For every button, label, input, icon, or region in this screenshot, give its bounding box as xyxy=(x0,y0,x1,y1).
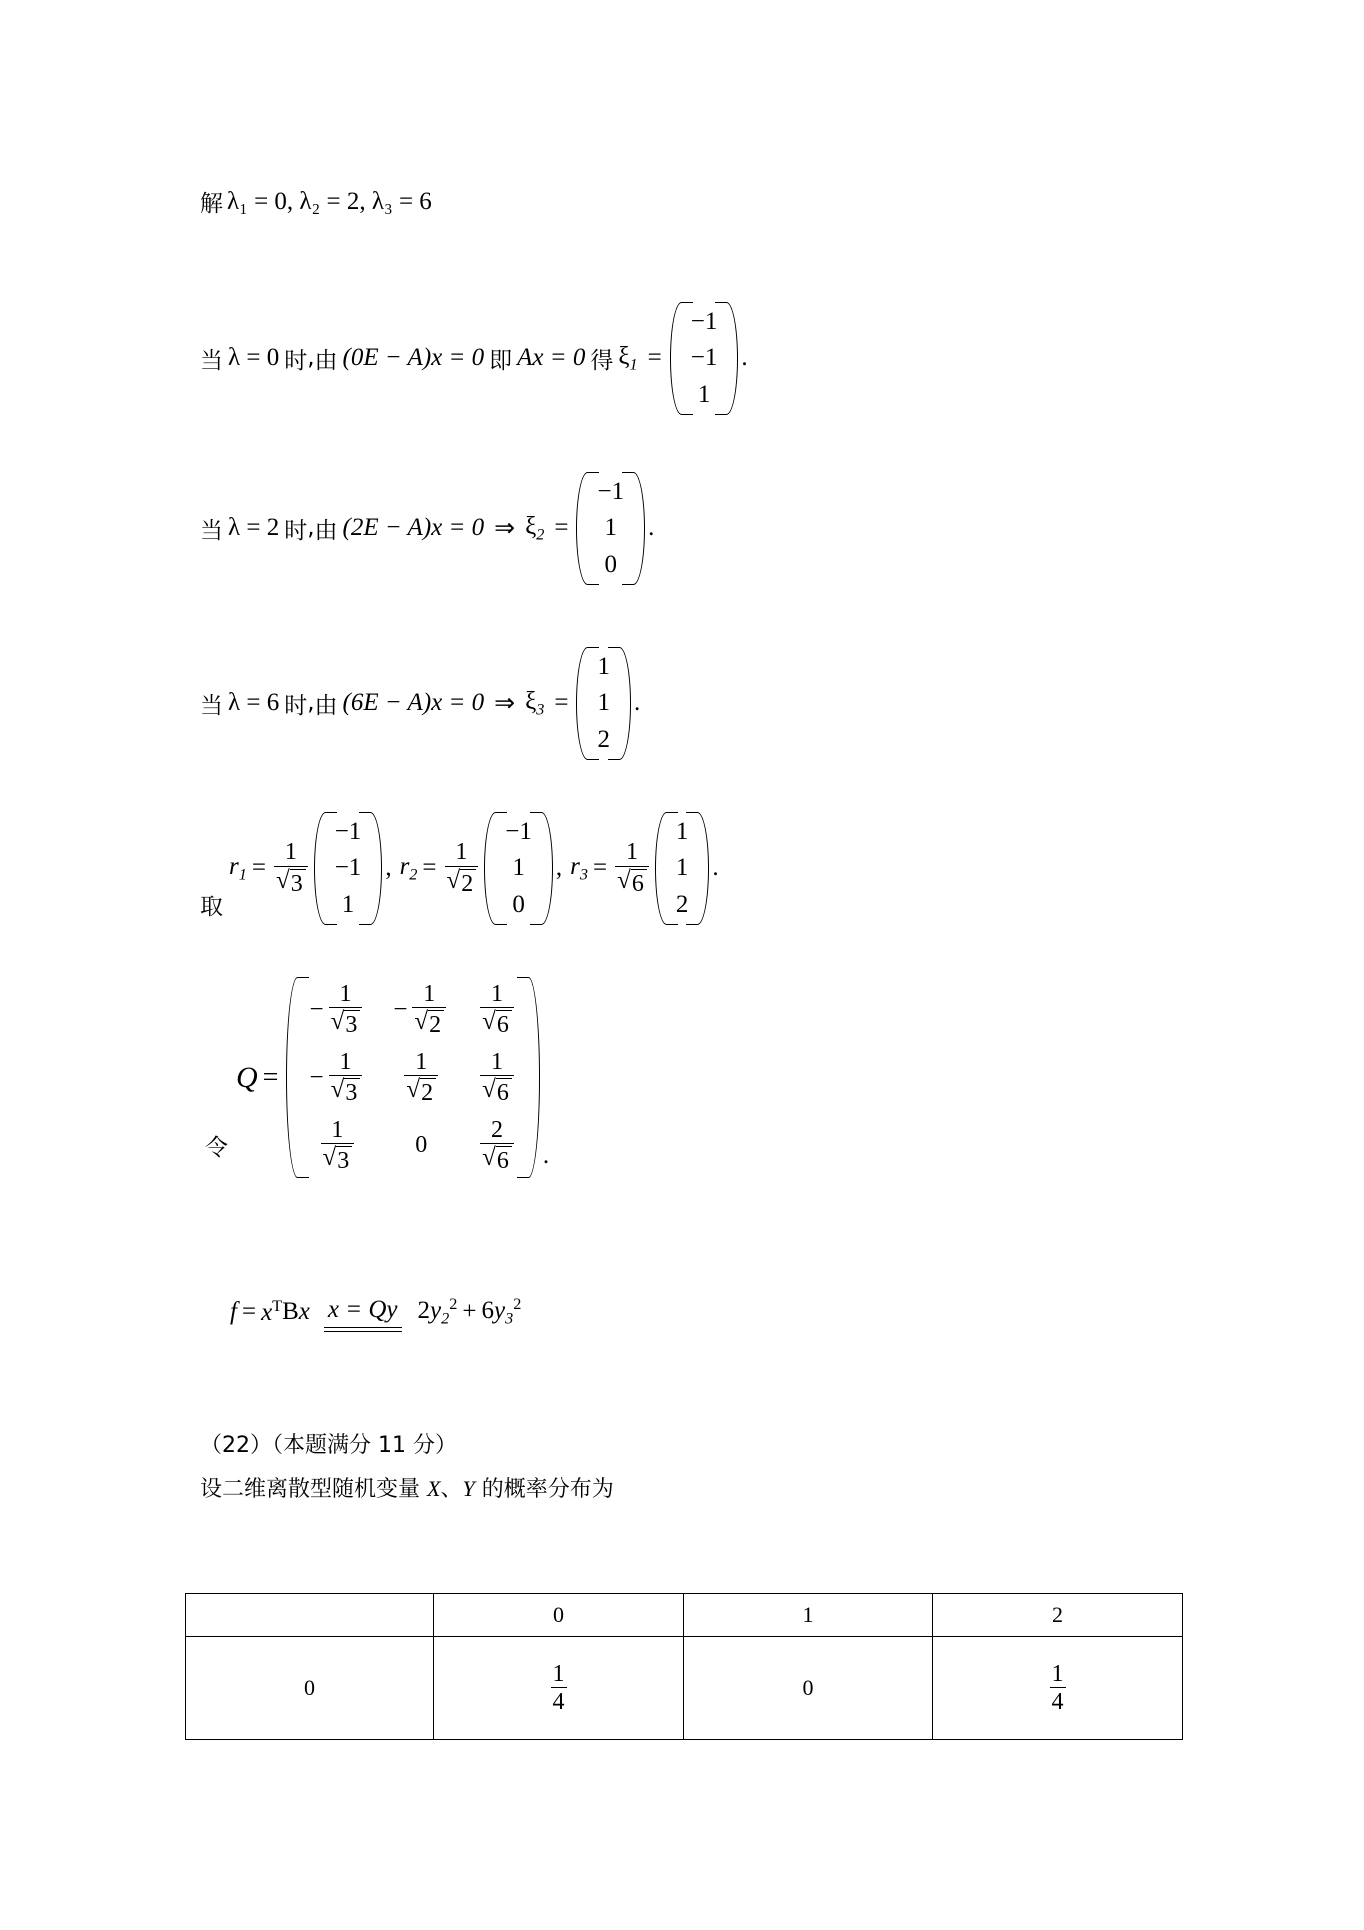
fraction-denominator xyxy=(615,866,649,897)
fraction-numerator: 1 xyxy=(455,839,468,866)
step-lead: 当 xyxy=(200,692,223,719)
sqrt-icon: √ 2 xyxy=(406,1077,436,1106)
step-you: 由 xyxy=(314,692,338,719)
sqrt-icon: √ 3 xyxy=(331,1009,361,1038)
table-header-cell: 1 xyxy=(684,1594,933,1637)
x-vector: $x^T$ xyxy=(261,1296,283,1326)
step-shi: 时 xyxy=(284,517,308,544)
sqrt-icon: √ 3 xyxy=(276,868,306,897)
step-lead: 当 xyxy=(200,517,223,544)
step-lambda-value: λ = 2 xyxy=(228,514,280,542)
statement-post: 的概率分布为 xyxy=(474,1477,614,1502)
vector-cell: 1 xyxy=(512,854,525,882)
matrix-cell: 1 √ 2 xyxy=(404,1049,438,1107)
minus-sign: − xyxy=(309,995,324,1023)
table-row-label: 0 xyxy=(186,1637,434,1740)
vector-cell: −1 xyxy=(334,818,362,845)
eigenvalues-line xyxy=(200,185,432,218)
step-shi: 时 xyxy=(284,347,308,374)
step-vector-name: $\xi_1$ xyxy=(618,342,638,374)
step-vector-name: $\xi_3$ xyxy=(525,687,545,719)
substitution-note: x = Qy xyxy=(324,1296,402,1328)
equals-sign: = xyxy=(647,344,662,372)
vector-cell: −1 xyxy=(505,818,532,845)
unit-vector-name-1: $r_1$ xyxy=(229,852,247,884)
separator: , xyxy=(555,854,563,882)
paren-right xyxy=(369,810,382,927)
step-tail: . xyxy=(648,514,655,542)
paren-left xyxy=(484,810,497,927)
vector-cell: 2 xyxy=(597,725,610,753)
unit-vector-2 xyxy=(484,810,553,927)
eigenvalues-text: λ₁ = 0, λ₂ = 2, λ₃ = 6 xyxy=(227,187,432,215)
minus-sign: − xyxy=(393,995,408,1023)
eigenvector-3 xyxy=(576,645,631,762)
matrix-cell: 2 √ 6 xyxy=(480,1117,514,1175)
step-lambda-0 xyxy=(200,300,748,417)
step-you: 由 xyxy=(314,517,338,544)
fraction-denominator xyxy=(274,866,308,897)
vector-cell: 1 xyxy=(675,854,689,882)
fraction-denominator xyxy=(445,866,479,897)
vector-cell: 1 xyxy=(697,380,711,408)
sqrt-icon: √ 2 xyxy=(447,868,477,897)
paren-left xyxy=(286,975,299,1180)
vector-cell: 1 xyxy=(597,689,610,717)
coefficient-1 xyxy=(274,839,308,897)
paren-left xyxy=(576,470,589,587)
coefficient-3 xyxy=(615,839,649,897)
equals-sign: = xyxy=(422,854,437,882)
table-header-cell: 0 xyxy=(434,1594,684,1637)
distribution-table xyxy=(185,1593,1183,1740)
table-cell: 0 xyxy=(684,1637,933,1740)
probability-fraction: $\frac{1}{4}$ xyxy=(1051,1660,1064,1715)
probability-fraction: $\frac{1}{4}$ xyxy=(552,1660,565,1715)
vector-cell: −1 xyxy=(597,478,625,505)
unit-vector-3 xyxy=(655,810,710,927)
matrix-cell: − 1 √ 3 xyxy=(309,981,365,1039)
fraction-numerator: 1 xyxy=(625,839,638,866)
step-equation: (6E − A)x = 0 xyxy=(342,689,485,717)
matrix-cell: 1 √ 3 xyxy=(321,1117,355,1175)
step-comma: , xyxy=(307,690,315,717)
paren-left xyxy=(314,810,327,927)
step-lambda-value: λ = 0 xyxy=(228,344,280,372)
step-equation: (0E − A)x = 0 xyxy=(342,344,485,372)
statement-mid: 、 xyxy=(440,1477,463,1502)
eigenvector-1 xyxy=(670,300,739,417)
sqrt-icon: √ 6 xyxy=(617,868,647,897)
vector-cell: −1 xyxy=(690,308,718,335)
implies-arrow: ⇒ xyxy=(494,515,516,543)
vector-cell: 2 xyxy=(675,890,689,918)
sqrt-icon: √ 6 xyxy=(482,1077,512,1106)
fraction-numerator: 1 xyxy=(284,839,297,866)
equals-sign: = xyxy=(554,689,569,717)
paren-right xyxy=(725,300,738,417)
paren-right xyxy=(632,470,645,587)
final-quadratic-form xyxy=(230,1295,521,1329)
x-vector-2: x xyxy=(298,1297,310,1325)
problem-number: （22）（本题满分 11 分） xyxy=(200,1433,457,1458)
paren-right xyxy=(696,810,709,927)
vector-cell: 0 xyxy=(512,890,525,918)
step-tail: . xyxy=(741,344,748,372)
step-vector-name: $\xi_2$ xyxy=(525,512,545,544)
step-de: 得 xyxy=(590,347,614,374)
minus-sign: − xyxy=(309,1063,324,1091)
step-ji: 即 xyxy=(489,347,513,374)
statement-pre: 设二维离散型随机变量 xyxy=(200,1477,427,1502)
step-comma: , xyxy=(307,515,315,542)
sqrt-icon: √ 2 xyxy=(414,1009,444,1038)
coefficient-2 xyxy=(445,839,479,897)
vector-cell: 1 xyxy=(675,818,689,845)
sqrt-icon: √ 6 xyxy=(482,1009,512,1038)
equals-sign: = xyxy=(554,514,569,542)
step-tail: . xyxy=(633,689,641,717)
paren-right xyxy=(540,810,553,927)
paren-left xyxy=(670,300,683,417)
term-1: $2y_2^2$ xyxy=(417,1295,458,1328)
matrix-cell: − 1 √ 2 xyxy=(393,981,449,1039)
q-matrix-lead: 令 xyxy=(205,1135,228,1162)
matrix-cell: 1 √ 6 xyxy=(480,981,514,1039)
paren-right xyxy=(527,975,540,1180)
function-symbol: f xyxy=(230,1297,237,1325)
table-row xyxy=(186,1637,1183,1740)
term-2: $6y_3^2$ xyxy=(481,1295,522,1328)
unit-vectors-lead: 取 xyxy=(200,893,223,920)
vector-cell: 0 xyxy=(604,550,618,578)
vector-cell: 1 xyxy=(597,653,610,680)
problem-statement xyxy=(200,1468,614,1511)
table-header-row xyxy=(186,1594,1183,1637)
implies-arrow: ⇒ xyxy=(494,690,516,718)
vector-cell: 1 xyxy=(604,514,618,542)
paren-left xyxy=(655,810,668,927)
step-lambda-6 xyxy=(200,645,640,762)
sqrt-icon: √ 6 xyxy=(482,1145,512,1174)
step-you: 由 xyxy=(314,347,338,374)
q-matrix-name: Q xyxy=(236,1060,258,1094)
sqrt-icon: √ 3 xyxy=(331,1077,361,1106)
sqrt-icon: √ 3 xyxy=(323,1145,353,1174)
equals-sign: = xyxy=(262,1061,279,1093)
vector-cell: −1 xyxy=(334,854,362,882)
table-cell xyxy=(933,1637,1183,1740)
random-variable-x: X xyxy=(427,1476,441,1501)
step-lead: 当 xyxy=(200,347,223,374)
matrix-cell: 0 xyxy=(415,1131,428,1158)
step-comma: , xyxy=(307,345,315,372)
q-matrix xyxy=(286,975,539,1180)
unit-vector-1 xyxy=(314,810,383,927)
equals-sign: = xyxy=(592,854,608,882)
equals-sign: = xyxy=(241,1297,257,1325)
table-cell xyxy=(434,1637,684,1740)
step-lambda-2 xyxy=(200,470,654,587)
eigenvector-2 xyxy=(576,470,645,587)
step-equation: (2E − A)x = 0 xyxy=(342,514,485,542)
paren-right xyxy=(618,645,631,762)
step-equation-2: Ax = 0 xyxy=(517,344,586,372)
q-matrix-line xyxy=(205,975,549,1180)
step-shi: 时 xyxy=(284,692,308,719)
random-variable-y: Y xyxy=(462,1476,475,1501)
matrix-cell: − 1 √ 3 xyxy=(309,1049,365,1107)
table-header-cell: 2 xyxy=(933,1594,1183,1637)
paren-left xyxy=(576,645,589,762)
separator: . xyxy=(712,854,719,882)
unit-vectors-line xyxy=(200,810,719,927)
vector-cell: 1 xyxy=(341,890,355,918)
solution-prefix: 解 xyxy=(200,191,223,217)
plus-sign: + xyxy=(462,1297,477,1325)
unit-vector-name-2: $r_2$ xyxy=(399,852,418,884)
unit-vector-name-3: $r_3$ xyxy=(570,852,588,884)
table-header-cell xyxy=(186,1594,434,1637)
q-matrix-tail: . xyxy=(542,1142,550,1170)
matrix-b: B xyxy=(282,1297,299,1325)
vector-cell: −1 xyxy=(690,344,718,372)
separator: , xyxy=(385,854,392,882)
matrix-cell: 1 √ 6 xyxy=(480,1049,514,1107)
step-lambda-value: λ = 6 xyxy=(228,689,280,717)
equals-sign: = xyxy=(251,854,266,882)
